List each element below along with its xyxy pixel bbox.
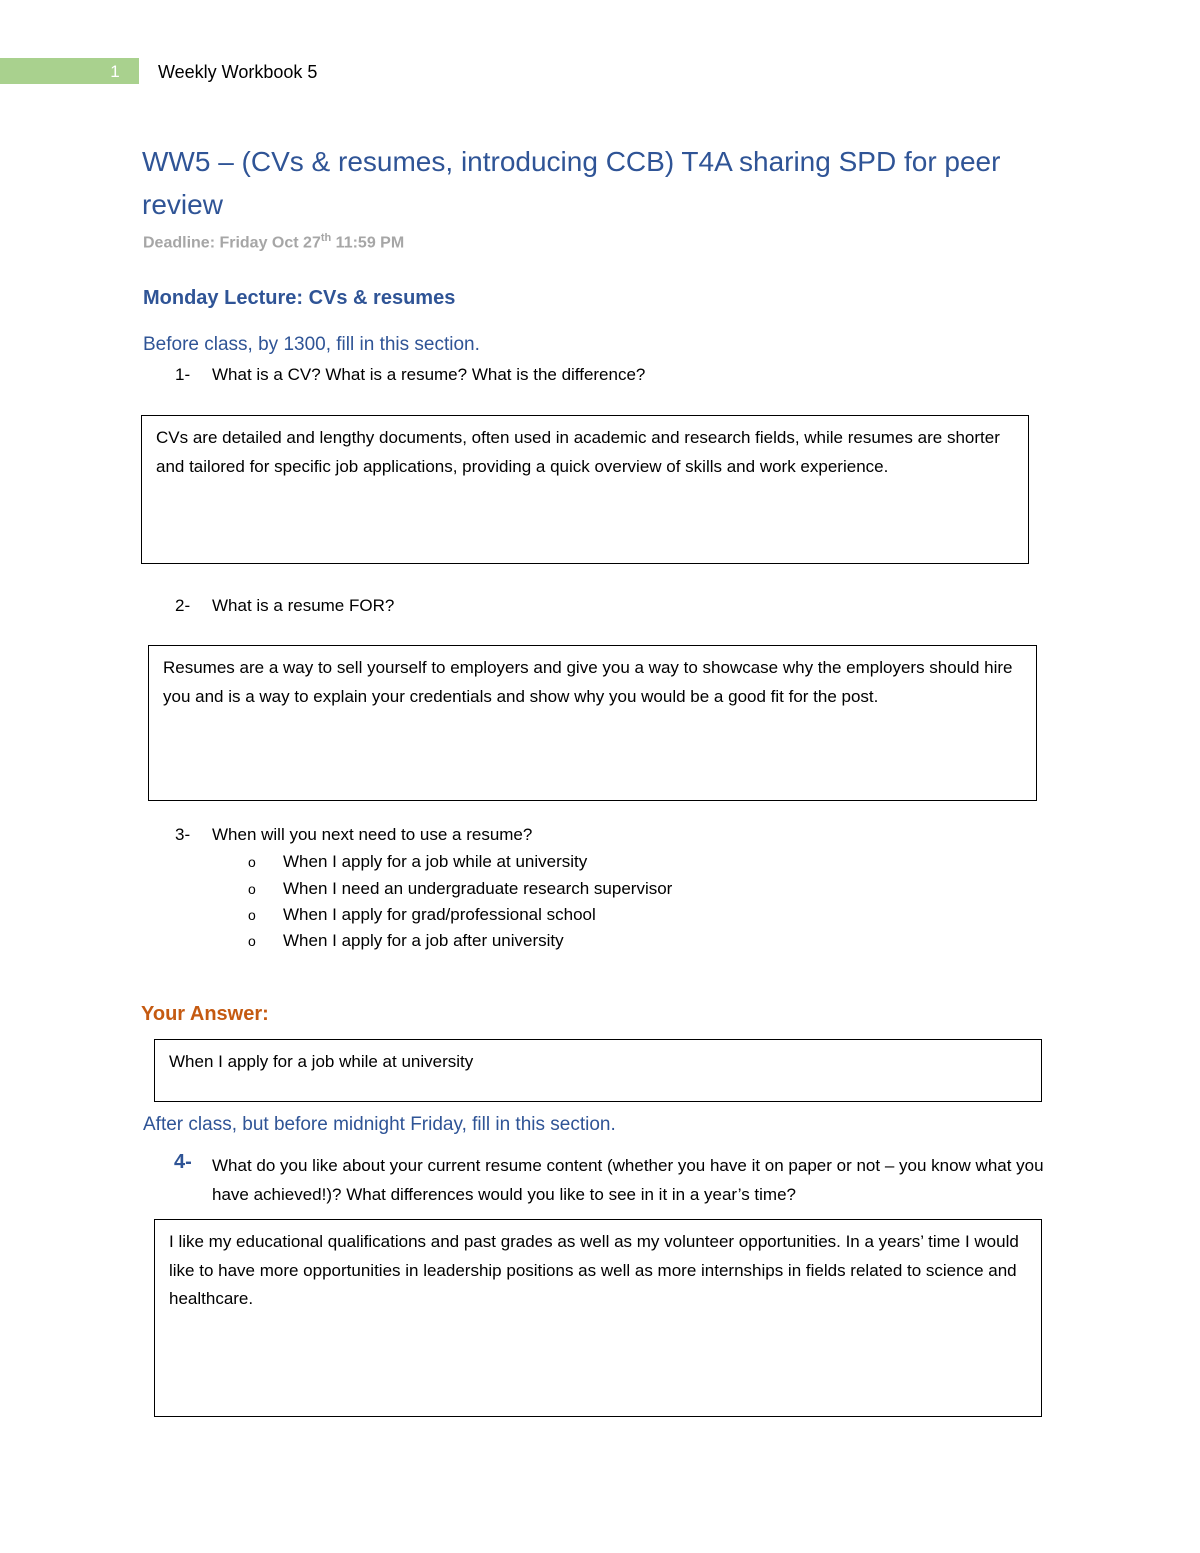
bullet-icon: o — [248, 854, 256, 870]
page-number: 1 — [110, 62, 120, 81]
question-text: When will you next need to use a resume? — [212, 825, 533, 844]
bullet-icon: o — [248, 881, 256, 897]
after-class-instruction: After class, but before midnight Friday, fill in this section. — [143, 1114, 616, 1135]
deadline-prefix: Deadline: Friday Oct 27 — [143, 234, 321, 252]
answer-box[interactable]: Resumes are a way to sell yourself to employers and give you a way to showcase why the employers should hire you and is a way to explain your credentials and show why you would be a good fit for the post. — [148, 645, 1037, 801]
option-item: When I apply for a job after university — [283, 931, 564, 950]
deadline-superscript: th — [320, 232, 332, 244]
answer-box[interactable]: CVs are detailed and lengthy documents, often used in academic and research fields, while resumes are shorter and tailored for specific job applications, providing a quick overview of skills and work experience. — [141, 415, 1029, 564]
option-item: When I apply for a job while at university — [283, 852, 588, 871]
header-title: Weekly Workbook 5 — [158, 62, 318, 82]
document-title: WW5 – (CVs & resumes, introducing CCB) T4A sharing SPD for peer review — [142, 146, 1001, 220]
question-number: 2- — [175, 596, 191, 615]
option-item: When I need an undergraduate research supervisor — [283, 879, 673, 898]
question-text: What is a resume FOR? — [212, 596, 395, 615]
your-answer-label: Your Answer: — [141, 1003, 269, 1025]
section-heading: Monday Lecture: CVs & resumes — [143, 287, 456, 309]
answer-box[interactable]: I like my educational qualifications and past grades as well as my volunteer opportunities. In a years’ time I would like to have more opportunities in leadership positions as well as more internships in fields related to science and healthcare. — [154, 1219, 1042, 1417]
question-number: 1- — [175, 365, 191, 384]
answer-box[interactable]: When I apply for a job while at university — [154, 1039, 1042, 1102]
bullet-icon: o — [248, 907, 256, 923]
option-item: When I apply for grad/professional school — [283, 905, 596, 924]
question-text: What is a CV? What is a resume? What is the difference? — [212, 365, 646, 384]
question-text: What do you like about your current resume content (whether you have it on paper or not – you know what you have achieved!)? What differences would you like to see in it in a year’s time? — [212, 1156, 1044, 1204]
question-number: 4- — [174, 1151, 192, 1173]
bullet-icon: o — [248, 933, 256, 949]
deadline — [143, 226, 404, 255]
before-class-instruction: Before class, by 1300, fill in this section. — [143, 334, 480, 355]
question-number: 3- — [175, 825, 191, 844]
deadline-suffix: 11:59 PM — [331, 234, 405, 252]
